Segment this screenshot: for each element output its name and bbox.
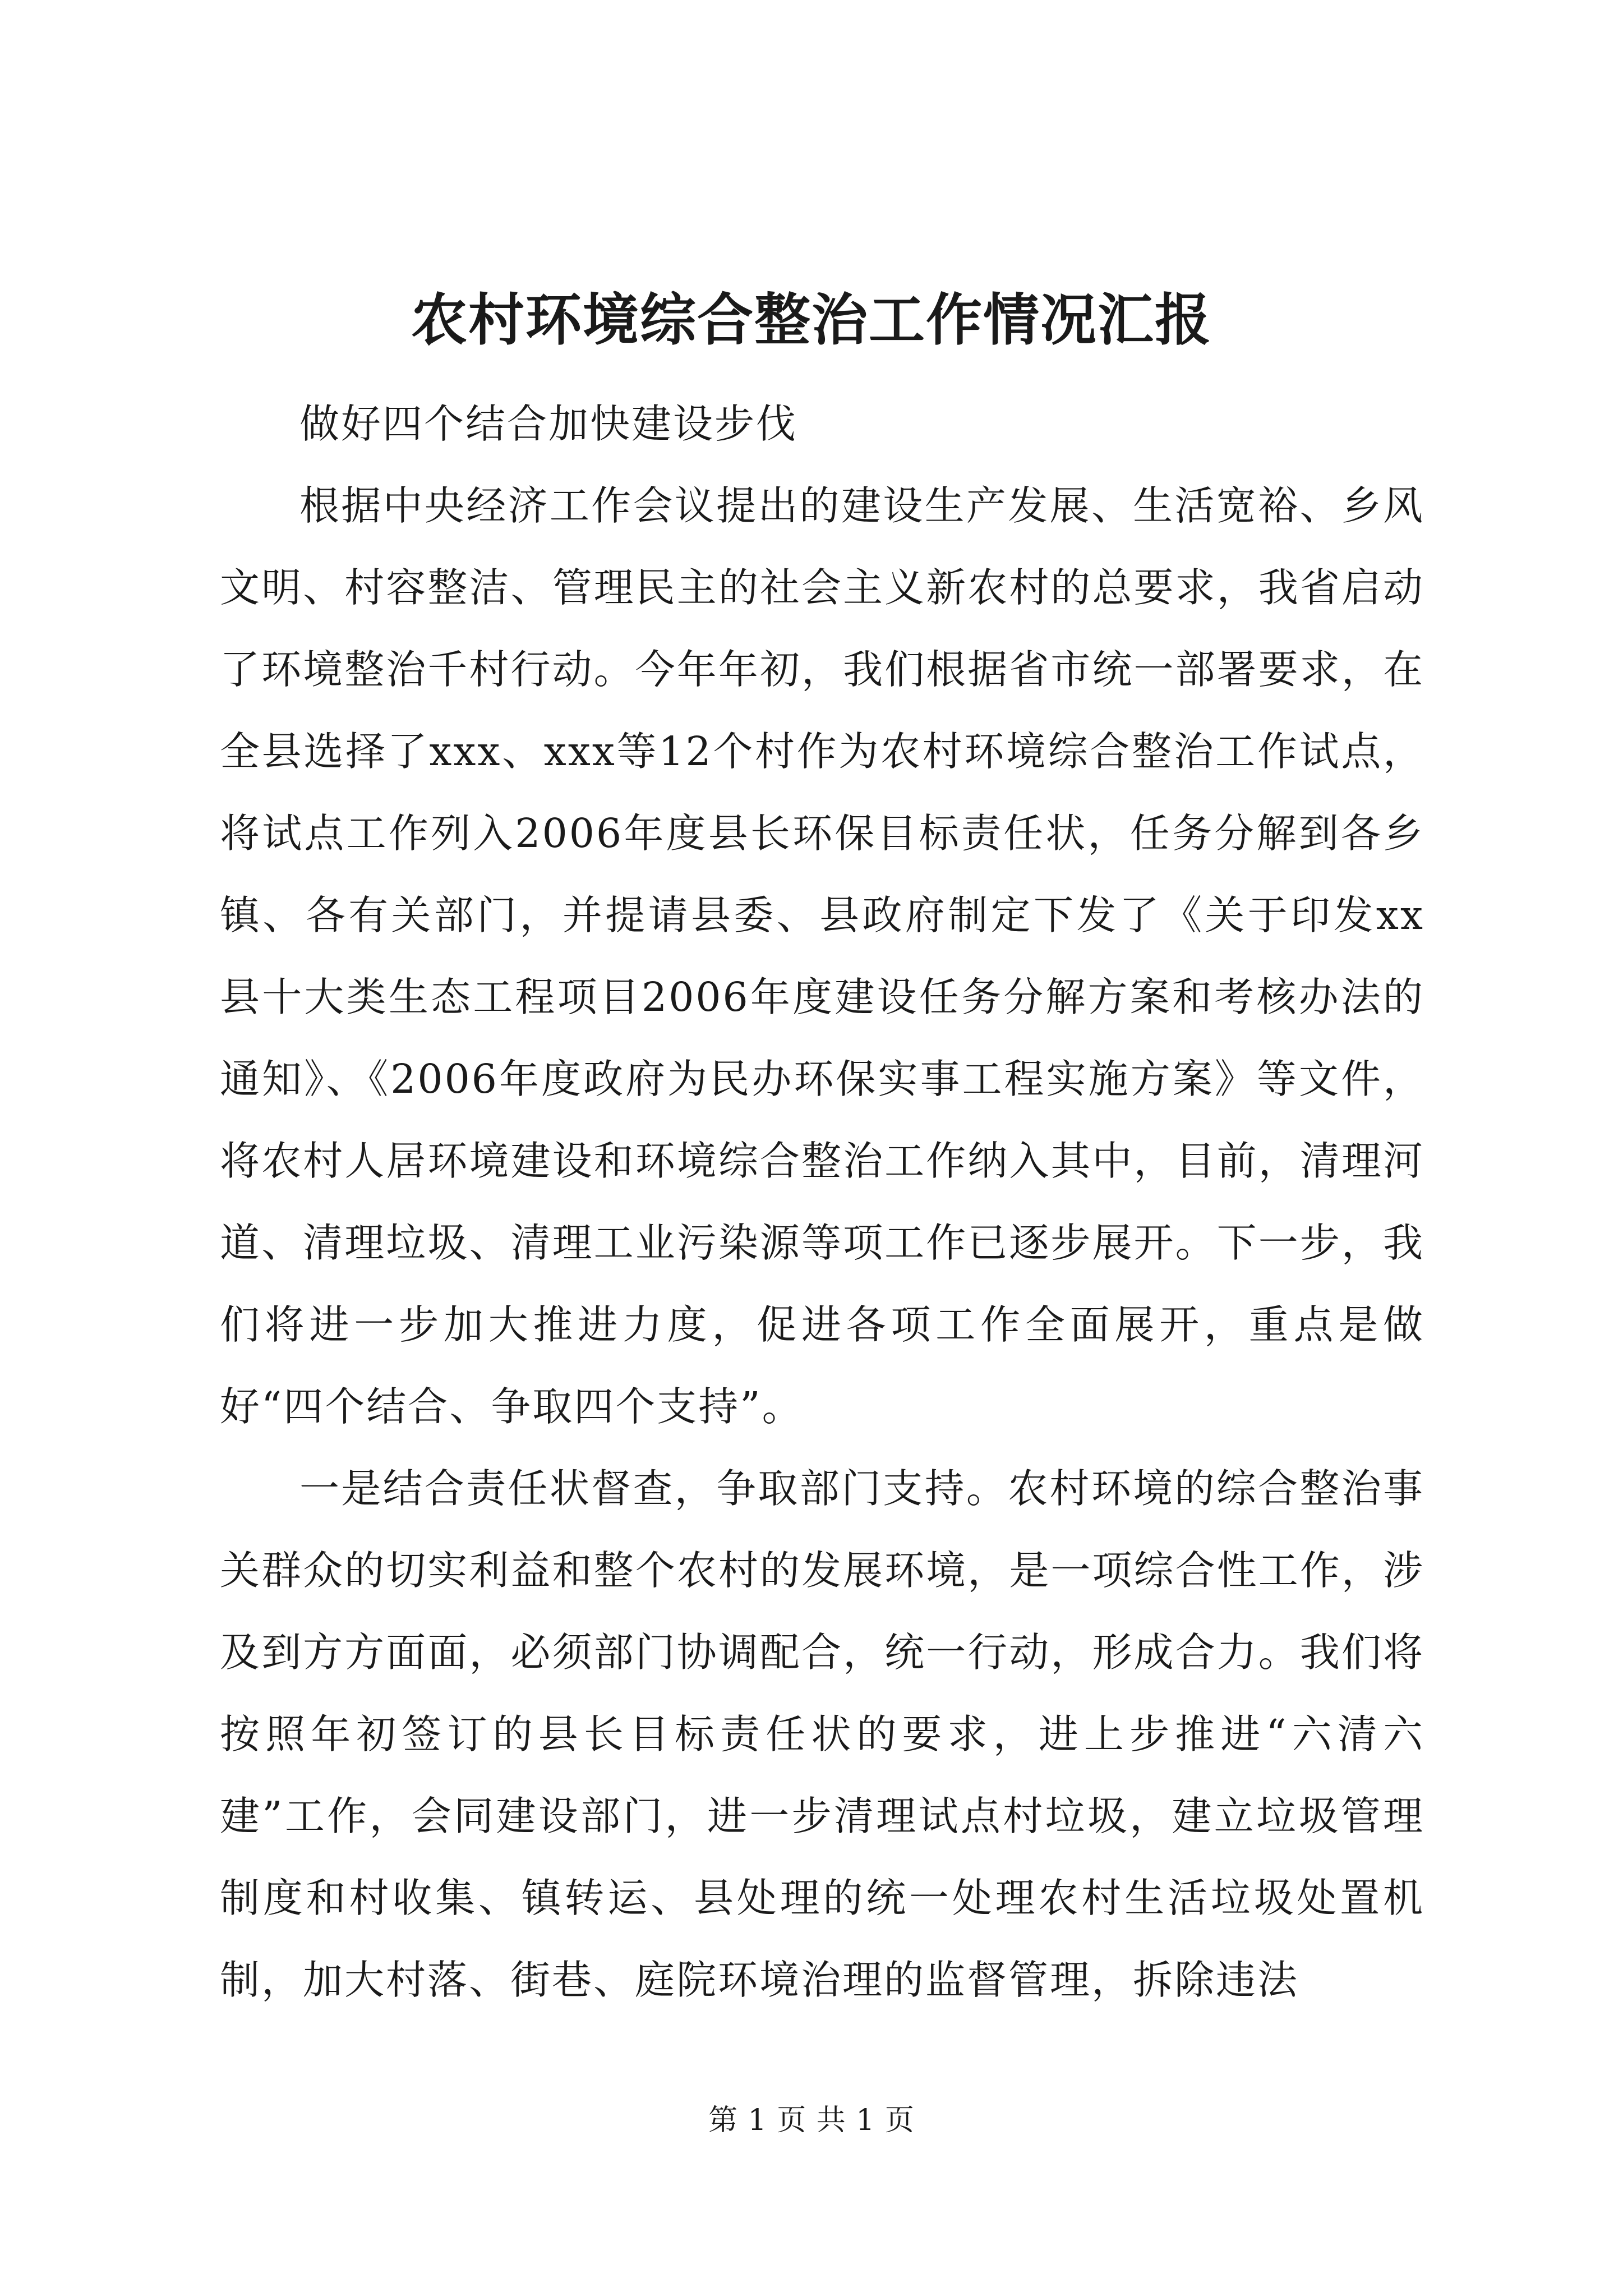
- document-body: [220, 383, 1424, 2021]
- body-paragraph-1: 根据中央经济工作会议提出的建设生产发展、生活宽裕、乡风文明、村容整洁、管理民主的社会主义新农村的总要求，我省启动了环境整治千村行动。今年年初，我们根据省市统一部署要求，在全县选择了xxx、xxx等12个村作为农村环境综合整治工作试点，将试点工作列入2006年度县长环保目标责任状，任务分解到各乡镇、各有关部门，并提请县委、县政府制定下发了《关于印发xx县十大类生态工程项目2006年度建设任务分解方案和考核办法的通知》、《2006年度政府为民办环保实事工程实施方案》等文件，将农村人居环境建设和环境综合整治工作纳入其中，目前，清理河道、清理垃圾、清理工业污染源等项工作已逐步展开。下一步，我们将进一步加大推进力度，促进各项工作全面展开，重点是做好“四个结合、争取四个支持”。: [220, 482, 1424, 1430]
- section-heading: 做好四个结合加快建设步伐: [299, 401, 798, 447]
- body-paragraph-2: 一是结合责任状督查，争取部门支持。农村环境的综合整治事关群众的切实利益和整个农村的发展环境，是一项综合性工作，涉及到方方面面，必须部门协调配合，统一行动，形成合力。我们将按照年初签订的县长目标责任状的要求，进上步推进“六清六建”工作，会同建设部门，进一步清理试点村垃圾，建立垃圾管理制度和村收集、镇转运、县处理的统一处理农村生活垃圾处置机制，加大村落、街巷、庭院环境治理的监督管理，拆除违法: [220, 1465, 1424, 2003]
- document-title: 农村环境综合整治工作情况汇报: [411, 287, 1212, 353]
- page-footer: 第 1 页 共 1 页: [708, 2104, 915, 2137]
